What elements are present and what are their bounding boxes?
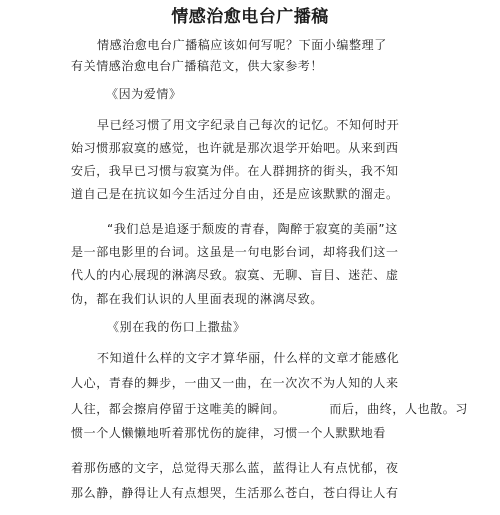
section-heading-dont-salt-my-wound: 《别在我的伤口上撒盐》 [107,320,246,334]
paragraph-line: 那么静，静得让人有点想哭，生活那么苍白，苍白得让人有 [71,486,399,500]
paragraph-line: 不知道什么样的文字才算华丽，什么样的文章才能感化 [97,351,400,365]
paragraph-line: 着那伤感的文字，总觉得天那么蓝，蓝得让人有点忧郁，夜 [71,461,399,475]
paragraph-line: 安后，我早已习惯与寂寞为伴。在人群拥挤的街头，我不知 [71,164,399,178]
paragraph-line: 早已经习惯了用文字纪录自己每次的记忆。不知何时开 [97,118,400,132]
paragraph-line: 道自己是在抗议如今生活过分自由，还是应该默默的溜走。 [71,187,399,201]
paragraph-line: 人心，青春的舞步，一曲又一曲，在一次次不为人知的人来 [71,376,399,390]
paragraph-line: 人往，都会擦肩停留于这唯美的瞬间。 而后，曲终，人也散。习 [71,402,468,416]
intro-line-1: 情感治愈电台广播稿应该如何写呢？下面小编整理了 [97,38,387,52]
intro-line-2: 有关情感治愈电台广播稿范文，供大家参考！ [71,59,324,73]
paragraph-line: 代人的内心展现的淋漓尽致。寂寞、无聊、盲目、迷茫、虚 [71,268,399,282]
paragraph-line: 伪，都在我们认识的人里面表现的淋漓尽致。 [71,292,324,306]
paragraph-line: 惯一个人懒懒地听着那忧伤的旋律，习惯一个人默默地看 [71,426,387,440]
section-heading-because-of-love: 《因为爱情》 [106,87,182,101]
paragraph-line: 是一部电影里的台词。这虽是一句电影台词，却将我们这一 [71,245,399,259]
paragraph-line: 始习惯那寂寞的感觉，也许就是那次退学开始吧。从来到西 [71,141,399,155]
document-title: 情感治愈电台广播稿 [171,7,329,27]
paragraph-line: “我们总是追逐于颓废的青春，陶醉于寂寞的美丽”这 [107,222,398,236]
